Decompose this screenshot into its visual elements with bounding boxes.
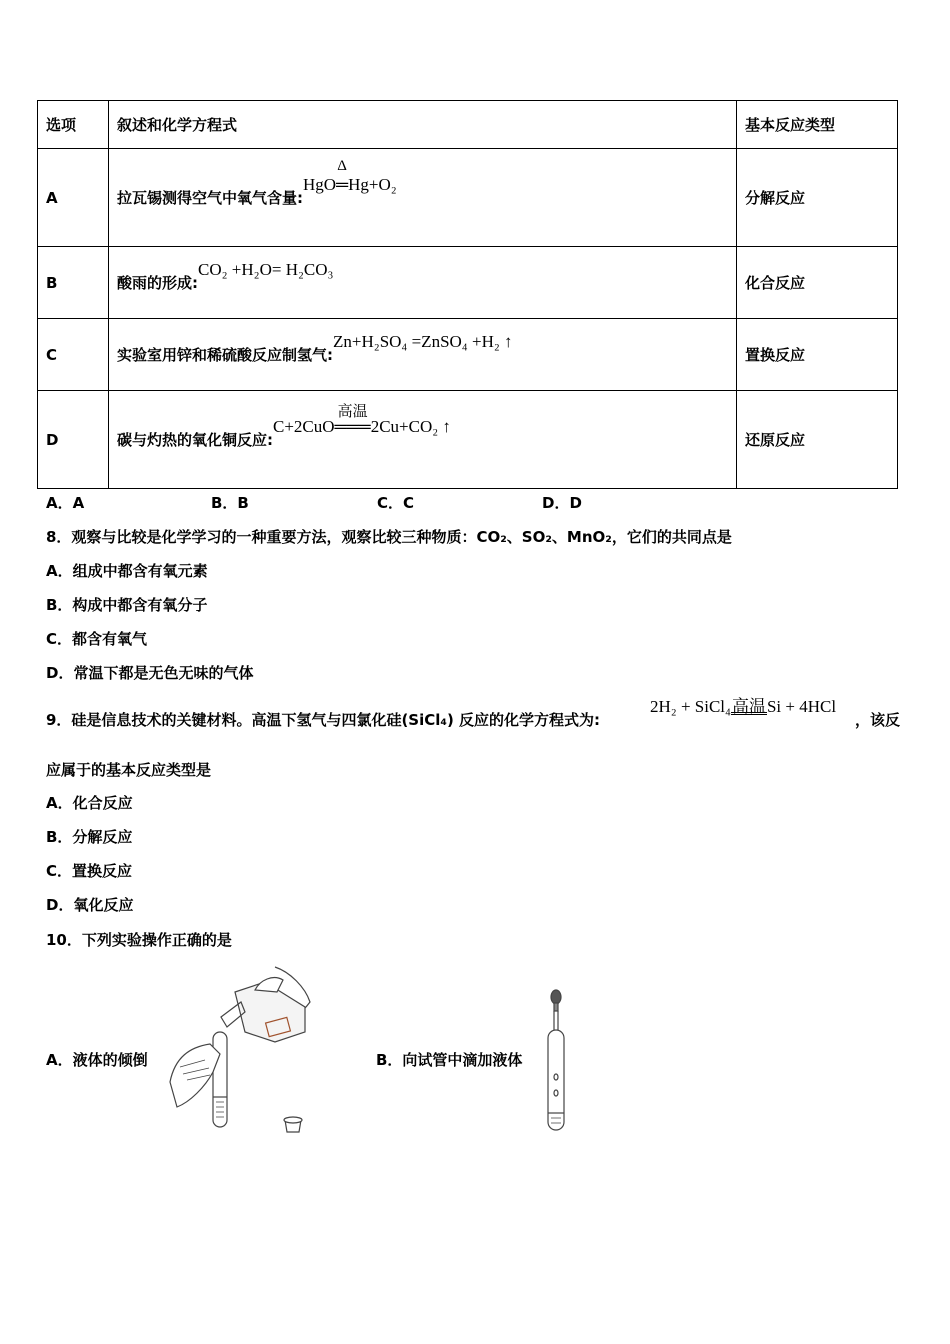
row-text: 拉瓦锡测得空气中氧气含量: <box>117 189 303 207</box>
table-header-row <box>38 101 898 149</box>
equation: CO₂ +H₂O= H₂CO₃ <box>198 260 334 279</box>
row-text: 实验室用锌和稀硫酸反应制氢气: <box>117 346 334 364</box>
q8-option-a[interactable]: A．组成中都含有氧元素 <box>46 562 208 580</box>
row-text: 碳与灼热的氧化铜反应: <box>117 431 273 449</box>
q9-stem: 9．硅是信息技术的关键材料。高温下氢气与四氯化硅(SiCl₄) 反应的化学方程式为: <box>46 711 601 729</box>
q9-stem-continued: 应属于的基本反应类型是 <box>46 761 212 779</box>
table-row <box>38 149 898 247</box>
q9-option-c[interactable]: C．置换反应 <box>46 862 133 880</box>
row-description <box>109 391 737 489</box>
pouring-liquid-illustration <box>165 962 315 1142</box>
q9-stem-tail: ，该反 <box>855 711 901 729</box>
row-option: D <box>38 391 109 489</box>
q8-option-c[interactable]: C．都含有氧气 <box>46 630 148 648</box>
row-type: 分解反应 <box>737 149 898 247</box>
equation: C+2CuO 高温 ═══2Cu+CO₂ ↑ <box>273 417 451 436</box>
row-option: B <box>38 247 109 319</box>
option-a[interactable]: A．A <box>46 494 85 512</box>
table-row <box>38 391 898 489</box>
q10-stem: 10．下列实验操作正确的是 <box>46 931 232 949</box>
table-row <box>38 319 898 391</box>
reaction-table <box>37 100 898 489</box>
row-description <box>109 319 737 391</box>
equation: Zn+H₂SO₄ =ZnSO₄ +H₂ ↑ <box>333 332 513 351</box>
row-option: A <box>38 149 109 247</box>
q9-equation: 2H₂ + SiCl₄高温Si + 4HCl <box>650 696 837 716</box>
option-b[interactable]: B．B <box>211 494 249 512</box>
q8-option-b[interactable]: B．构成中都含有氧分子 <box>46 596 208 614</box>
q9-option-a[interactable]: A．化合反应 <box>46 794 133 812</box>
equation: HgO Δ ═Hg+O₂ <box>303 158 397 194</box>
row-text: 酸雨的形成: <box>117 274 198 292</box>
option-d[interactable]: D．D <box>542 494 582 512</box>
q10-option-a[interactable]: A．液体的倾倒 <box>46 1051 148 1069</box>
row-type: 还原反应 <box>737 391 898 489</box>
dropper-test-tube-illustration <box>540 985 572 1135</box>
q8-stem: 8．观察与比较是化学学习的一种重要方法，观察比较三种物质：CO₂、SO₂、MnO₂，它们的共同点是 <box>46 528 732 546</box>
header-description: 叙述和化学方程式 <box>109 101 737 149</box>
row-description <box>109 247 737 319</box>
row-type: 化合反应 <box>737 247 898 319</box>
option-c[interactable]: C．C <box>377 494 415 512</box>
header-option: 选项 <box>38 101 109 149</box>
row-option: C <box>38 319 109 391</box>
header-type: 基本反应类型 <box>737 101 898 149</box>
row-type: 置换反应 <box>737 319 898 391</box>
reaction-condition: 高温 <box>337 404 368 420</box>
q9-option-d[interactable]: D．氧化反应 <box>46 896 134 914</box>
row-description <box>109 149 737 247</box>
reaction-condition: 高温 <box>731 696 766 716</box>
q8-option-d[interactable]: D．常温下都是无色无味的气体 <box>46 664 254 682</box>
q9-option-b[interactable]: B．分解反应 <box>46 828 133 846</box>
reaction-condition: Δ <box>337 158 347 174</box>
q10-option-b[interactable]: B．向试管中滴加液体 <box>376 1051 523 1069</box>
table-row <box>38 247 898 319</box>
